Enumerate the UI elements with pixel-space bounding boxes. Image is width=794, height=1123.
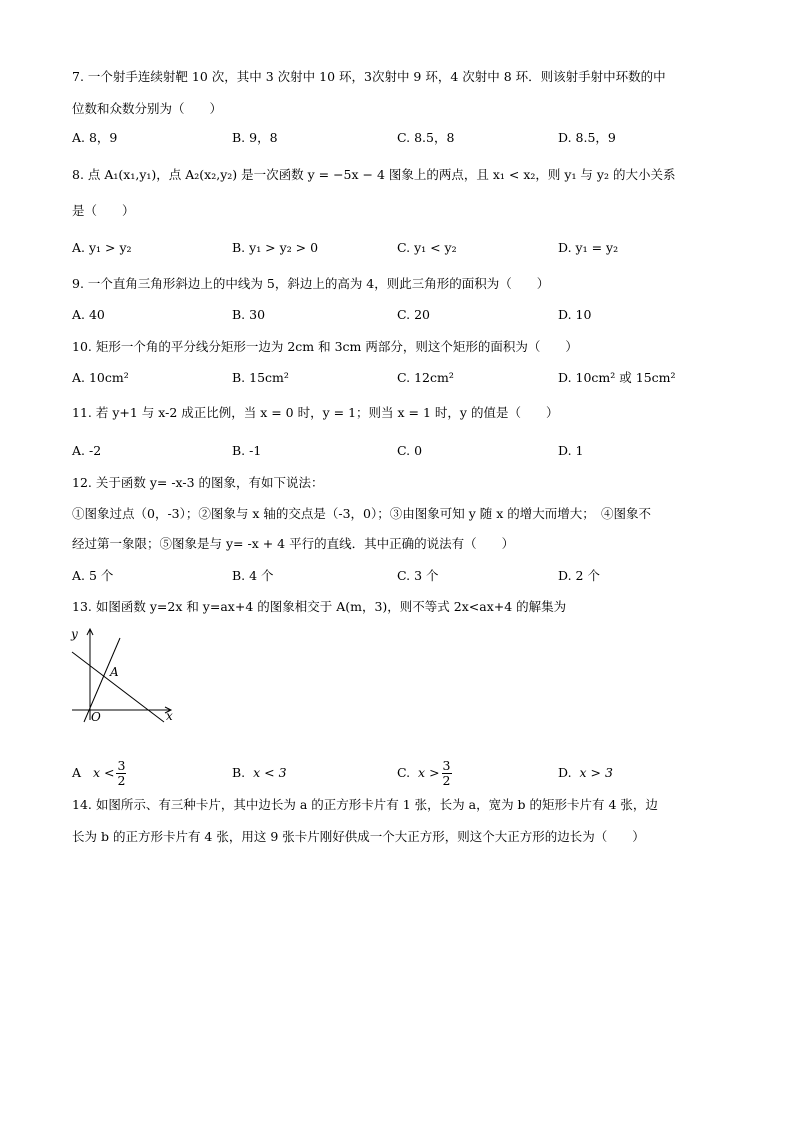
q13-stem: 13. 如图函数 y=2x 和 y=ax+4 的图象相交于 A(m，3)，则不等式 2x<ax+4 的解集为 (72, 599, 567, 614)
q13-option-c-numerator: 3 (442, 758, 451, 773)
q11-option-a[interactable]: A. -2 (72, 443, 102, 458)
q10-option-a[interactable]: A. 10cm² (72, 370, 129, 385)
y-axis-label: y (71, 627, 78, 641)
q10-option-c[interactable]: C. 12cm² (397, 370, 454, 385)
q14-stem-line2: 长为 b 的正方形卡片有 4 张，用这 9 张卡片刚好供成一个大正方形，则这个大正方形的边长为（ ） (72, 829, 645, 844)
q13-option-a-relation: x < (92, 765, 115, 780)
q13-option-c-relation: x > (418, 765, 440, 780)
line-y-2x (84, 638, 120, 722)
q11-option-d[interactable]: D. 1 (558, 443, 584, 458)
q12-option-a[interactable]: A. 5 个 (72, 568, 114, 583)
q13-option-a-fraction (116, 759, 126, 788)
q9-stem: 9. 一个直角三角形斜边上的中线为 5，斜边上的高为 4，则此三角形的面积为（ ） (72, 276, 550, 291)
q12-option-b[interactable]: B. 4 个 (232, 568, 274, 583)
q13-option-a[interactable] (72, 756, 128, 790)
q11-stem: 11. 若 y+1 与 x-2 成正比例，当 x = 0 时，y = 1；则当 x = 1 时，y 的值是（ ） (72, 405, 559, 420)
q8-option-a[interactable]: A. y₁ > y₂ (72, 240, 132, 255)
q11-option-c[interactable]: C. 0 (397, 443, 423, 458)
q13-option-c[interactable] (397, 756, 454, 790)
q9-option-d[interactable]: D. 10 (558, 307, 592, 322)
q10-options (72, 368, 732, 388)
q7-options (72, 128, 732, 148)
q13-option-c-prefix: C. (397, 765, 411, 780)
point-a-label: A (110, 665, 119, 679)
q13-option-c-fraction (442, 759, 452, 788)
q10-option-d[interactable]: D. 10cm² 或 15cm² (558, 370, 676, 385)
q8-stem-line2: 是（ ） (72, 203, 135, 218)
q10-option-b[interactable]: B. 15cm² (232, 370, 289, 385)
q13-option-b-prefix: B. (232, 765, 246, 780)
q13-options (72, 756, 732, 790)
q7-option-b[interactable]: B. 9，8 (232, 130, 278, 145)
q7-stem-line2: 位数和众数分别为（ ） (72, 101, 223, 116)
x-axis-label: x (166, 709, 173, 723)
q13-option-d-text: x > 3 (579, 765, 613, 780)
q14-stem-line1: 14. 如图所示、有三种卡片，其中边长为 a 的正方形卡片有 1 张，长为 a，宽为 b 的矩形卡片有 4 张，边 (72, 797, 658, 812)
q9-option-b[interactable]: B. 30 (232, 307, 266, 322)
q10-stem: 10. 矩形一个角的平分线分矩形一边为 2cm 和 3cm 两部分，则这个矩形的面积为（ ） (72, 339, 578, 354)
q8-stem-line1: 8. 点 A₁(x₁,y₁)，点 A₂(x₂,y₂) 是一次函数 y = −5x − 4 图象上的两点，且 x₁ < x₂，则 y₁ 与 y₂ 的大小关系 (72, 167, 676, 182)
q13-graph-figure (68, 624, 180, 724)
q7-option-c[interactable]: C. 8.5，8 (397, 130, 455, 145)
q8-option-b[interactable]: B. y₁ > y₂ > 0 (232, 240, 319, 255)
q9-option-c[interactable]: C. 20 (397, 307, 430, 322)
q11-options (72, 441, 732, 461)
q7-stem-line1: 7. 一个射手连续射靶 10 次，其中 3 次射中 10 环，3次射中 9 环，4 次射中 8 环．则该射手射中环数的中 (72, 69, 666, 84)
q12-options (72, 566, 732, 586)
q13-option-a-numerator: 3 (117, 758, 126, 773)
q8-option-c[interactable]: C. y₁ < y₂ (397, 240, 457, 255)
q13-option-d[interactable] (558, 756, 613, 790)
origin-label: O (91, 710, 101, 724)
q12-stem-line3: 经过第一象限；⑤图象是与 y= -x + 4 平行的直线．其中正确的说法有（ ） (72, 536, 515, 551)
q13-option-d-prefix: D. (558, 765, 572, 780)
q13-option-b[interactable] (232, 756, 287, 790)
q13-option-a-prefix: A (72, 765, 82, 780)
q12-stem-line1: 12. 关于函数 y= -x-3 的图象，有如下说法： (72, 475, 324, 490)
q12-option-c[interactable]: C. 3 个 (397, 568, 439, 583)
q13-option-b-text: x < 3 (253, 765, 287, 780)
q9-option-a[interactable]: A. 40 (72, 307, 105, 322)
line-y-ax-plus-4 (72, 652, 164, 722)
q7-option-d[interactable]: D. 8.5，9 (558, 130, 616, 145)
q9-options (72, 305, 732, 325)
q8-option-d[interactable]: D. y₁ = y₂ (558, 240, 619, 255)
q8-options (72, 238, 732, 258)
coordinate-graph (68, 624, 180, 724)
q13-option-a-denominator: 2 (117, 773, 126, 788)
q11-option-b[interactable]: B. -1 (232, 443, 262, 458)
q12-option-d[interactable]: D. 2 个 (558, 568, 600, 583)
q12-stem-line2: ①图象过点（0，-3）；②图象与 x 轴的交点是（-3，0）；③由图象可知 y 随 x 的增大而增大； ④图象不 (72, 506, 652, 521)
q7-option-a[interactable]: A. 8，9 (72, 130, 118, 145)
q13-option-c-denominator: 2 (442, 773, 451, 788)
